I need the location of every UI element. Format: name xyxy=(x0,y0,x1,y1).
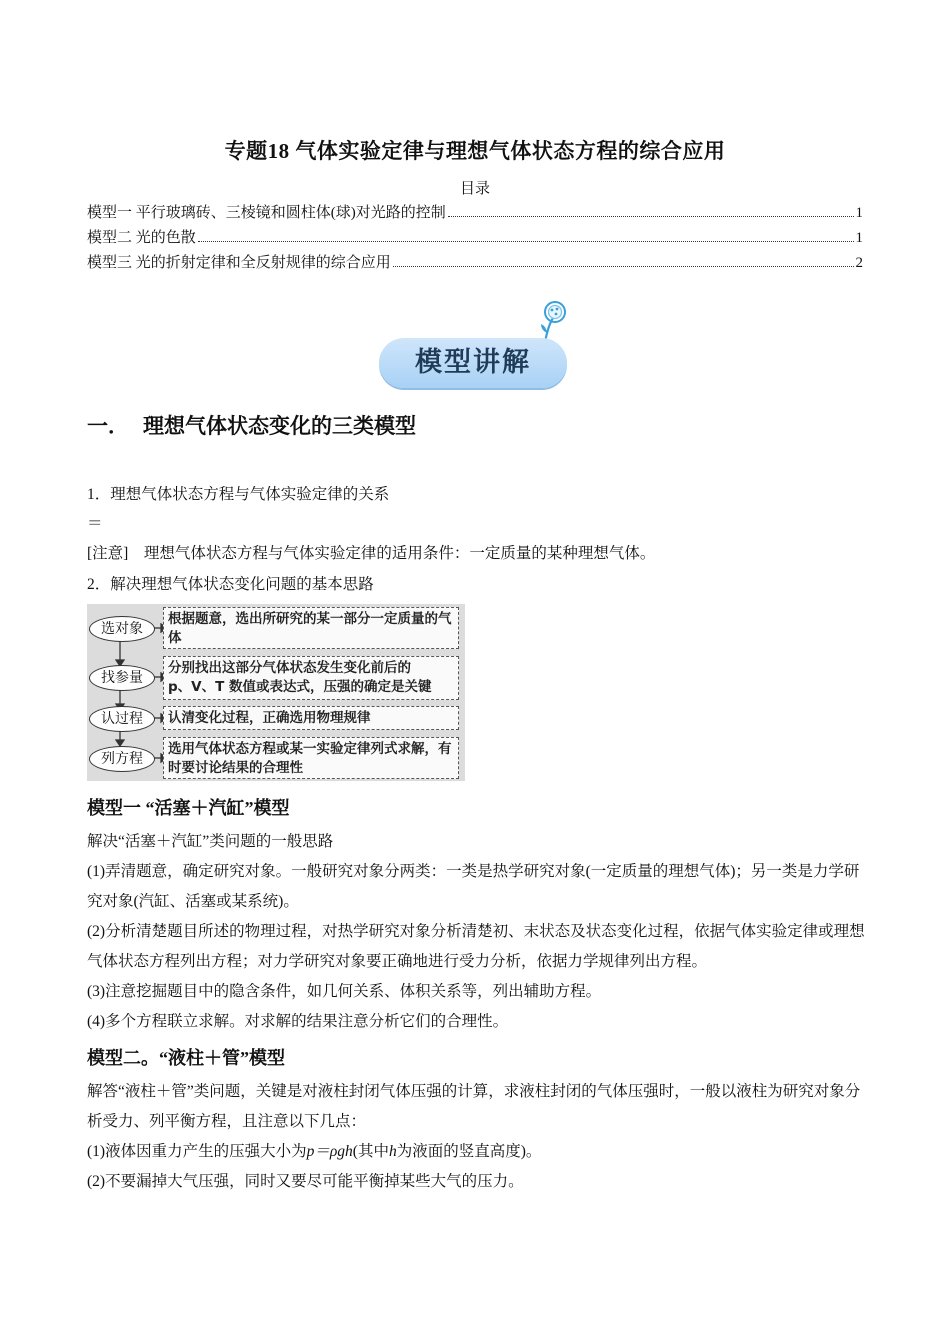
model-one-heading: 模型一 “活塞＋汽缸”模型 xyxy=(87,798,290,818)
toc-leader xyxy=(198,241,854,242)
model-two-item-text: (其中 xyxy=(352,1143,389,1160)
paragraph-approach: 2．解决理想气体状态变化问题的基本思路 xyxy=(87,576,374,593)
flow-node-list-equations: 列方程 xyxy=(89,746,155,772)
model-one-item: (3)注意挖掘题目中的隐含条件，如几何关系、体积关系等，列出辅助方程。 xyxy=(87,983,602,1000)
flow-box-identify-process: 认清变化过程，正确选用物理规律 xyxy=(163,706,459,730)
toc-leader xyxy=(448,216,854,217)
toc-heading: 目录 xyxy=(459,181,490,197)
toc-leader xyxy=(393,266,854,267)
section-heading xyxy=(87,410,416,440)
pressure-formula: p＝ρgh xyxy=(306,1143,353,1160)
model-one-item: (1)弄清题意，确定研究对象。一般研究对象分两类：一类是热学研究对象(一定质量的理想气体)；另一类是力学研究对象(汽缸、活塞或某系统)。 xyxy=(87,863,860,910)
table-of-contents xyxy=(87,201,863,276)
height-variable: h xyxy=(388,1143,397,1160)
banner-label: 模型讲解 xyxy=(415,347,531,378)
model-one-intro: 解决“活塞＋汽缸”类问题的一般思路 xyxy=(87,833,334,850)
toc-entry[interactable] xyxy=(87,201,863,226)
model-two-item: (2)不要漏掉大气压强，同时又要尽可能平衡掉某些大气的压力。 xyxy=(87,1173,524,1190)
section-title: 理想气体状态变化的三类模型 xyxy=(143,414,416,438)
paragraph-relation: 1．理想气体状态方程与气体实验定律的关系 xyxy=(87,486,390,503)
flowchart xyxy=(87,604,465,781)
model-one-item: (2)分析清楚题目所述的物理过程，对热学研究对象分析清楚初、末状态及状态变化过程，依据气体实验定律或理想气体状态方程列出方程；对力学研究对象要正确地进行受力分析，依据力学规律列出方程。 xyxy=(87,923,865,970)
flow-box-list-equations: 选用气体状态方程或某一实验定律列式求解，有时要讨论结果的合理性 xyxy=(163,737,459,779)
toc-entry-page: 1 xyxy=(855,230,863,246)
toc-entry[interactable] xyxy=(87,226,863,251)
toc-entry[interactable] xyxy=(87,251,863,276)
section-number: 一． xyxy=(87,414,129,438)
toc-entry-page: 2 xyxy=(855,255,863,271)
flow-node-identify-process: 认过程 xyxy=(89,706,155,732)
flow-box-line-variables: p、V、T 数值或表达式，压强的确定是关键 xyxy=(168,679,432,695)
flow-box-find-parameters xyxy=(163,656,459,700)
section-banner xyxy=(375,300,575,395)
flow-node-select-object: 选对象 xyxy=(89,616,155,642)
model-two-item xyxy=(87,1137,865,1167)
note-paragraph: [注意] 理想气体状态方程与气体实验定律的适用条件：一定质量的某种理想气体。 xyxy=(87,545,656,562)
model-two-item-text: 为液面的竖直高度)。 xyxy=(396,1143,542,1160)
model-two-heading: 模型二。“液柱＋管”模型 xyxy=(87,1048,285,1068)
toc-entry-label: 模型二 光的色散 xyxy=(87,230,196,246)
equation-placeholder: ＝ xyxy=(87,515,103,532)
toc-entry-label: 模型三 光的折射定律和全反射规律的综合应用 xyxy=(87,255,391,271)
flow-box-line: 分别找出这部分气体状态发生变化前后的 xyxy=(168,660,411,676)
flow-node-find-parameters: 找参量 xyxy=(89,665,155,691)
model-one-item: (4)多个方程联立求解。对求解的结果注意分析它们的合理性。 xyxy=(87,1013,509,1030)
model-two-intro: 解答“液柱＋管”类问题，关键是对液柱封闭气体压强的计算，求液柱封闭的气体压强时，一般以液柱为研究对象分析受力、列平衡方程，且注意以下几点： xyxy=(87,1083,861,1130)
flow-box-select-object: 根据题意，选出所研究的某一部分一定质量的气体 xyxy=(163,607,459,649)
toc-entry-page: 1 xyxy=(855,205,863,221)
model-two-item-text: (1)液体因重力产生的压强大小为 xyxy=(87,1143,307,1160)
document-title: 专题18 气体实验定律与理想气体状态方程的综合应用 xyxy=(224,139,726,163)
toc-entry-label: 模型一 平行玻璃砖、三棱镜和圆柱体(球)对光路的控制 xyxy=(87,205,446,221)
